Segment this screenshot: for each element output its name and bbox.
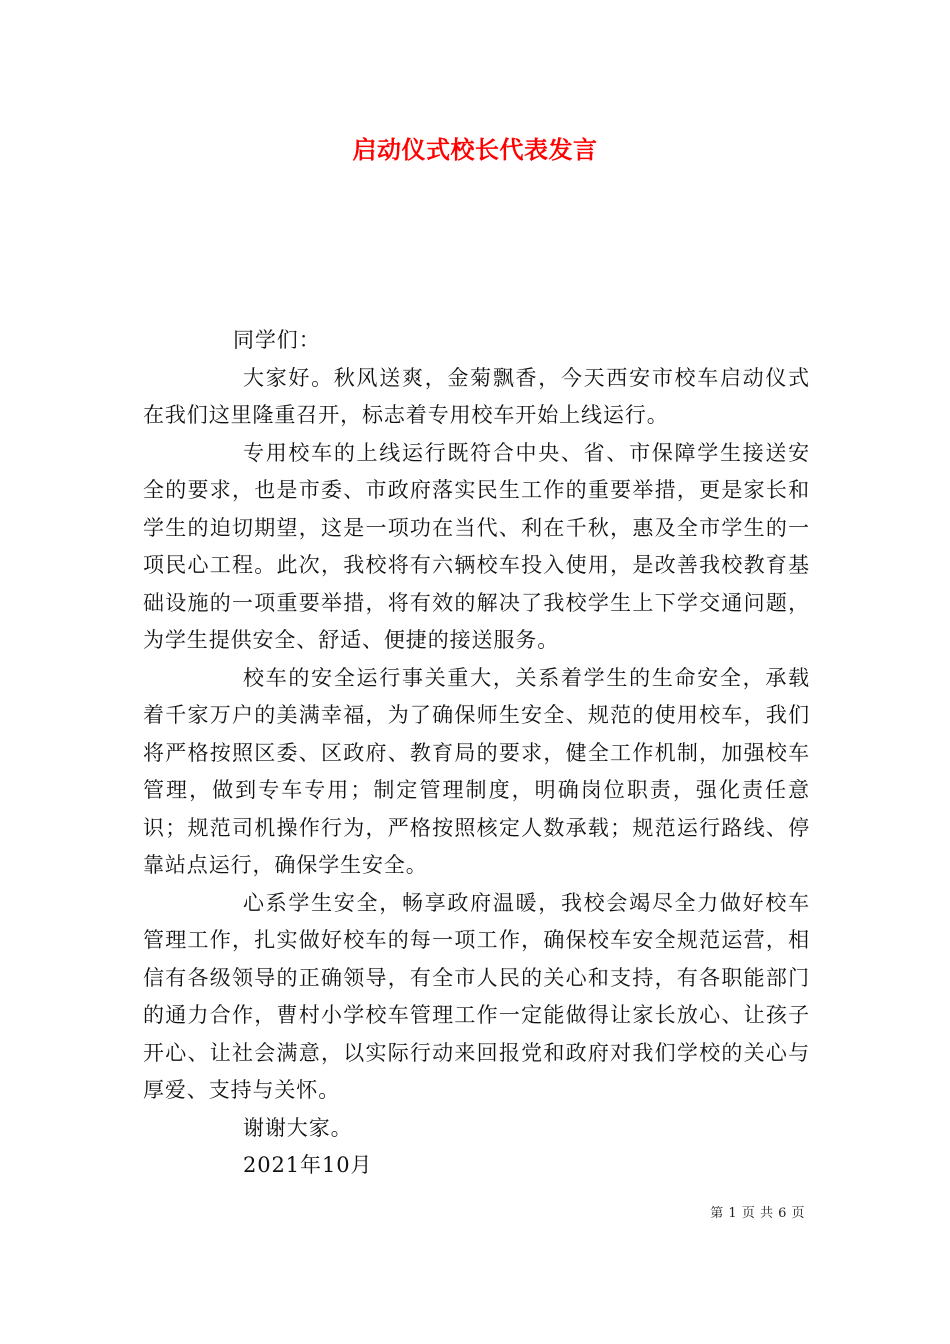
document-title: 启动仪式校长代表发言	[352, 136, 598, 164]
paragraph: 校车的安全运行事关重大，关系着学生的生命安全，承载着千家万户的美满幸福，为了确保师生安全、规范的使用校车，我们将严格按照区委、区政府、教育局的要求，健全工作机制，加强校车管理，做到专车专用；制定管理制度，明确岗位职责，强化责任意识；规范司机操作行为，严格按照核定人数承载；规范运行路线、停靠站点运行，确保学生安全。	[143, 665, 810, 877]
closing-line: 谢谢大家。	[243, 1115, 353, 1140]
paragraph: 心系学生安全，畅享政府温暖，我校会竭尽全力做好校车管理工作，扎实做好校车的每一项工作，确保校车安全规范运营，相信有各级领导的正确领导，有全市人民的关心和支持，有各职能部门的通力合作，曹村小学校车管理工作一定能做得让家长放心、让孩子开心、让社会满意，以实际行动来回报党和政府对我们学校的关心与厚爱、支持与关怀。	[143, 890, 810, 1102]
page-number: 第 1 页 共 6 页	[710, 1206, 805, 1221]
salutation: 同学们：	[233, 328, 321, 352]
paragraph: 大家好。秋风送爽，金菊飘香，今天西安市校车启动仪式在我们这里隆重召开，标志着专用校车开始上线运行。	[143, 365, 810, 427]
document-body	[143, 322, 810, 1185]
paragraph: 专用校车的上线运行既符合中央、省、市保障学生接送安全的要求，也是市委、市政府落实民生工作的重要举措，更是家长和学生的迫切期望，这是一项功在当代、利在千秋，惠及全市学生的一项民心工程。此次，我校将有六辆校车投入使用，是改善我校教育基础设施的一项重要举措，将有效的解决了我校学生上下学交通问题，为学生提供安全、舒适、便捷的接送服务。	[143, 440, 810, 652]
date-line: 2021年10月	[243, 1153, 373, 1177]
